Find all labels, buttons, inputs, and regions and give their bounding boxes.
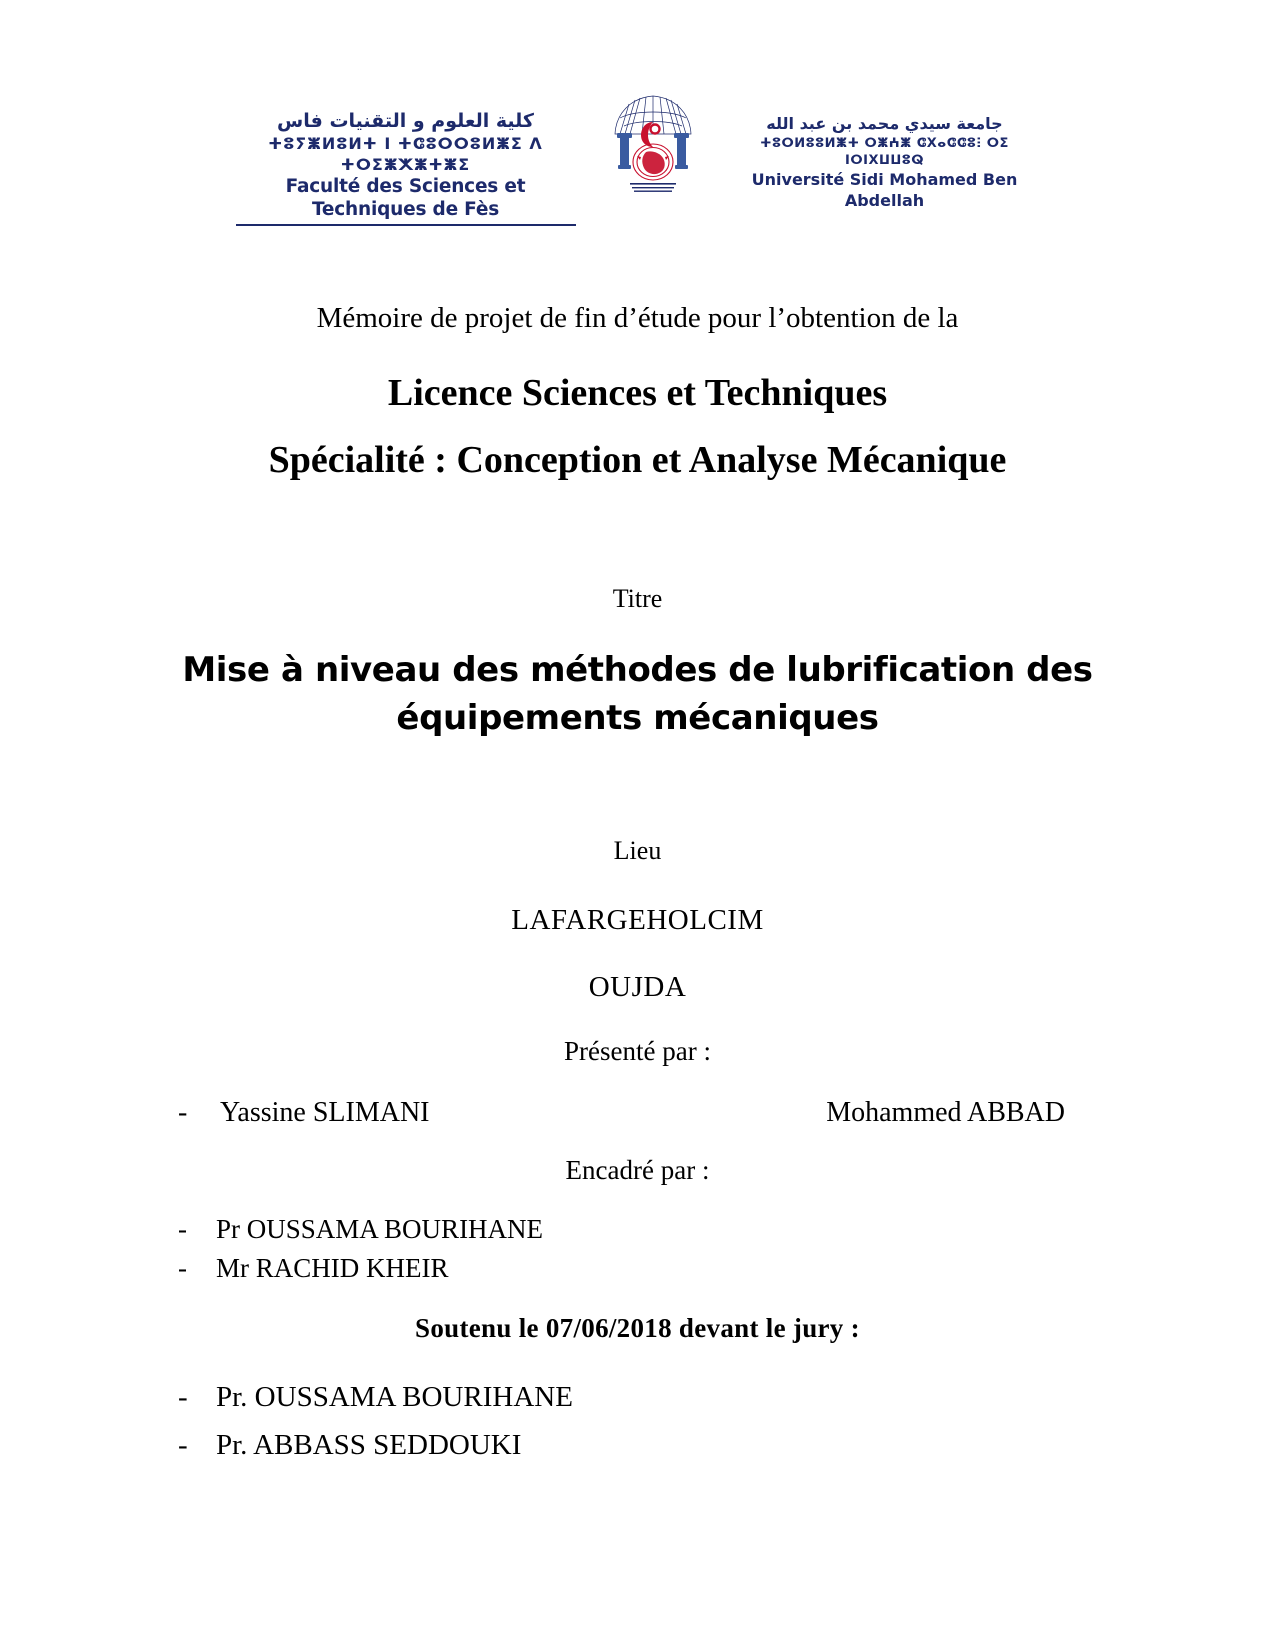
supervisor-name: Pr OUSSAMA BOURIHANE [216,1214,544,1245]
jury-bullet-dash: - [178,1381,188,1414]
author-bullet-dash: - [178,1097,188,1129]
list-item [178,1374,1275,1422]
university-name-tifinagh: ⵜⵓⵔⵍⵓⵓⵍⵥⵜ ⵔⵥⵄⵥ ⵛⵝⴰⵛⵛⵓⵗ ⵔⵉ ⵏⵔⵏⵝⵡⵡⵓⵕ [760,135,1009,169]
university-identity-block [720,88,1050,211]
list-item [178,1249,1275,1287]
faculty-name-french: Faculté des Sciences et Techniques de Fès [285,176,526,221]
jury-bullet-dash: - [178,1428,188,1461]
institutional-header [0,88,1275,221]
supervisor-bullet-dash: - [178,1252,187,1283]
thesis-title [0,646,1275,743]
university-name-arabic: جامعة سيدي محمد بن عبد الله [766,114,1003,133]
supervisor-name: Mr RACHID KHEIR [216,1252,449,1283]
thesis-title-line-1: Mise à niveau des méthodes de lubrification des [182,649,1093,690]
supervisors-label: Encadré par : [565,1155,710,1186]
place-city: OUJDA [588,971,687,1004]
university-crest-logo [610,88,696,196]
author-name-right: Mohammed ABBAD [826,1097,1065,1129]
jury-member-name: Pr. OUSSAMA BOURIHANE [216,1381,573,1414]
place-company: LAFARGEHOLCIM [511,904,764,937]
university-name-french: Université Sidi Mohamed Ben Abdellah [751,169,1018,210]
title-label: Titre [612,583,663,613]
author-name-left: Yassine SLIMANI [220,1097,430,1129]
place-label: Lieu [613,836,662,866]
defense-line: Soutenu le 07/06/2018 devant le jury : [415,1313,860,1344]
supervisors-list [0,1210,1275,1287]
cover-content [0,300,1275,1470]
jury-list [0,1374,1275,1470]
jury-member-name: Pr. ABBASS SEDDOUKI [216,1428,522,1461]
degree-name: Licence Sciences et Techniques [387,371,888,414]
faculty-underline-rule [236,224,576,226]
faculty-name-tifinagh: ⵜⵓⵢⵥⵍⵓⵍⵜ Ⅰ ⵜⵛⵓⵔⵔⵓⵍⵥⵉ Ʌ ⵜⵔⵉⵥⵅⵥⵜⵥⵉ [268,133,543,174]
thesis-title-line-2: équipements mécaniques [396,698,879,739]
faculty-name-arabic: كلية العلوم و التقنيات فاس [277,110,534,132]
supervisor-bullet-dash: - [178,1214,187,1245]
authors-row [0,1097,1275,1129]
authors-label: Présenté par : [564,1036,711,1067]
faculty-identity-block [226,88,586,226]
intro-line: Mémoire de projet de fin d’étude pour l’obtention de la [316,302,959,334]
list-item [178,1210,1275,1248]
degree-specialty: Spécialité : Conception et Analyse Mécanique [268,438,1007,481]
list-item [178,1422,1275,1470]
